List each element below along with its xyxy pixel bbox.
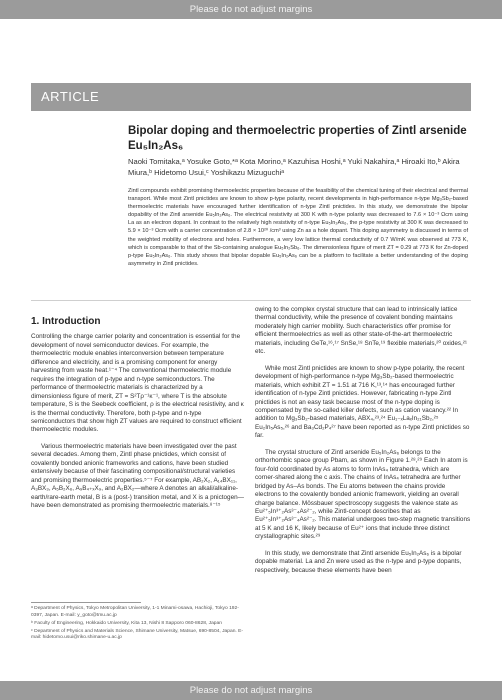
paper-title	[128, 124, 473, 154]
margin-notice-bottom: Please do not adjust margins	[0, 681, 502, 700]
footnote: ᵃ Department of Physics, Tokyo Metropolitan University, 1-1 Minami-osawa, Hachioji, Tokyo 192-0397, Japan. E-mail: y_goto@tmu.ac.jp	[31, 606, 239, 618]
margin-notice-top: Please do not adjust margins	[0, 0, 502, 19]
left-column	[31, 318, 244, 519]
right-paragraph: In this study, we demonstrate that Zintl arsenide Eu₅In₂As₆ is a bipolar dopable material. La and Zn were used as the n-type and p-type dopants, respectively, because these elements have been	[255, 549, 462, 574]
author-list: Naoki Tomitaka,ᵃ Yosuke Goto,*ᵃ Kota Morino,ᵃ Kazuhisa Hoshi,ᵃ Yuki Nakahira,ᵃ Hiroaki Ito,ᵇ Akira Miura,ᵇ Hidetomo Usui,ᶜ Yoshikazu Mizuguchiᵃ	[128, 157, 460, 177]
footnote: ᶜ Department of Physics and Materials Science, Shimane University, Matsue, 690-8504, Japan. E-mail: hidetomo.usui@riko.shimane-u.ac.jp	[31, 628, 244, 641]
footnote: ᵇ Faculty of Engineering, Hokkaido University, Kita 13, Nishi 8 Sapporo 060-8628, Japan	[31, 620, 222, 626]
article-type-banner: ARTICLE	[31, 83, 471, 111]
title-formula: Eu₅In₂As₆	[128, 140, 184, 152]
abstract-divider	[31, 300, 471, 301]
right-paragraph: owing to the complex crystal structure that can lead to intrinsically lattice thermal conductivity, while the presence of covalent bonding maintains moderately high carrier mobility. Such characteristics offer promise for efficient thermoelectrics as well as other state-of-the-art thermoelectric materials, including GeTe,¹⁶,¹⁷ SnSe,¹⁸ SnTe,¹⁹ flexible materials,²⁰ oxides,²¹ etc.	[255, 306, 468, 356]
title-main: Bipolar doping and thermoelectric properties of Zintl arsenide	[128, 125, 467, 137]
affiliation-footnotes	[31, 606, 244, 643]
right-paragraph: While most Zintl pnictides are known to show p-type polarity, the recent development of high-performance n-type Mg₃Sb₂-based thermoelectric materials, which exhibit ZT = 1.51 at 716 K,¹³,¹⁴ has encouraged further identification of n-type Zintl pnictides. However, fabricating n-type Zintl pnictides is not an easy task because most of the n-type doping is compensated by the so-called killer defects, such as cation vacancy.²² In addition to Mg₃Sb₂-based materials, ABX₄,²³,²⁴ Eu₁₋ₓLaₓIn₂₁Sb₂,²⁵ Eu₂In₅As₅,²⁶ and Ba₃Cd₂P₄²⁷ have been reported as n-type Zintl pnictides so far.	[255, 364, 470, 440]
right-paragraph: The crystal structure of Zintl arsenide Eu₅In₂As₆ belongs to the orthorhombic space group Pbam, as shown in Figure 1.²⁸,²⁹ Each In atom is four-fold coordinated by As atoms to form InAs₄ tetrahedra, which are corner-shared along the c axis. The chains of InAs₄ tetrahedra are further bridged by As–As bonds. The Eu atoms between the chains provide electrons to the covalently bonded anionic framework, yielding an overall charge balance. Mössbauer spectroscopy suggests the valence state as Eu²⁺₅In³⁺₂As³⁻₄As²⁻₂, while Zintl-concept describes that as Eu²⁺₅In³⁺₂As³⁻₄As²⁻₂. This material undergoes two-step magnetic transitions at 5 K and 16 K, likely because of Eu²⁺ ions that include three distinct crystallographic sites.²⁹	[255, 448, 471, 541]
section-heading-introduction: 1. Introduction	[31, 316, 101, 327]
abstract: Zintl compounds exhibit promising thermoelectric properties because of the feasibility of the chemical tuning of their electrical and thermal transport. While most Zintl pnictides are known to show p-type polarity, recent developments in high-performance n-type Mg₃Sb₂-based thermoelectric materials have encouraged further identification of n-type Zintl pnictides. In this study, we demonstrate the bipolar dopability of the Zintl arsenide Eu₅In₂As₆. The electrical resistivity at 300 K with n-type polarity was decreased to 7.6 × 10⁻³ Ωcm using La as an electron dopant. In contrast to the relatively high resistivity of n-type Eu₅In₂As₆, the p-type resistivity at 300 K was decreased to 5.9 × 10⁻³ Ωcm with a carrier concentration of 2.8 × 10²⁰ /cm³ using Zn as a hole dopant. This doping asymmetry is discussed in terms of the weighted mobility of electrons and holes. Furthermore, a very low lattice thermal conductivity of 0.7 W/mK was observed at 773 K, which is comparable to that of the Sb-containing analogue Eu₅In₂Sb₆. The dimensionless figure of merit ZT = 0.29 at 773 K for Zn-doped p-type Eu₅In₂As₆. This study shows that bipolar dopable Eu₅In₂As₆ can be a platform to facilitate a better understanding of the doping asymmetry in Zintl pnictides.	[128, 188, 468, 267]
footnote-rule	[31, 602, 141, 603]
right-column	[255, 306, 471, 583]
left-paragraph: Controlling the charge carrier polarity and concentration is essential for the development of novel semiconductor devices. For example, the thermoelectric module enables interconversion between temperature difference and electricity, and is a promising component for energy harvesting from waste heat.¹⁻⁴ The conventional thermoelectric module requires the integration of p-type and n-type semiconductors. The performance of thermoelectric materials is characterized by a dimensionless figure of merit, ZT = S²Tρ⁻¹κ⁻¹, where T is the absolute temperature, S is the Seebeck coefficient, ρ is the electrical resistivity, and κ is the thermal conductivity. Therefore, both p-type and n-type semiconductors that show high ZT values are required to construct efficient thermoelectric modules.	[31, 333, 244, 434]
left-paragraph: Various thermoelectric materials have been investigated over the past several decades. Among them, Zintl phase pnictides, which consist of covalently bonded anionic frameworks and cations, have been studied extensively because of their fascinating compositional/structural varieties and promising thermoelectric properties.⁵⁻⁷ For example, AB₂X₂, A₁₄BX₁₁, A₃BX₃, A₅B₂X₆, A₉B₄₊ₓX₉, and A₂BX₂—where A denotes an alkali/alkaline-earth/rare-earth metal, B is a (post-) transition metal, and X is a pnictogen—have been demonstrated as promising thermoelectric materials.⁸⁻¹⁵	[31, 442, 244, 510]
